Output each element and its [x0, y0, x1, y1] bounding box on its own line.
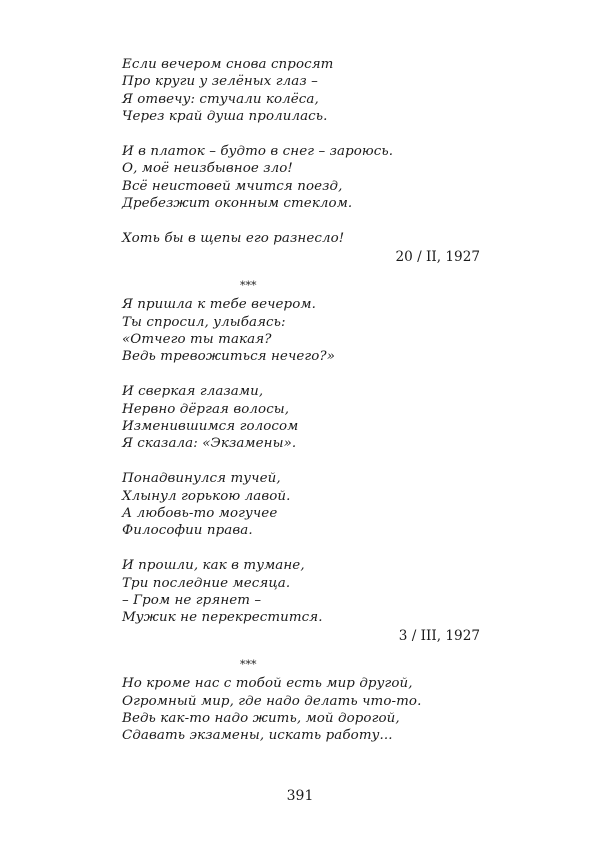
- poem2-stanza3: [122, 470, 480, 539]
- poem-line: Мужик не перекрестится.: [122, 610, 323, 626]
- poem-line: Я пришла к тебе вечером.: [122, 297, 316, 313]
- poem2-stanza4: [122, 557, 480, 626]
- section-separator: ***: [240, 658, 257, 672]
- poem-line: Изменившимся голосом: [122, 418, 299, 434]
- poem-line: Ведь тревожиться нечего?»: [122, 349, 336, 365]
- poem1-stanza1: [122, 56, 480, 125]
- poem2-stanza1: [122, 296, 480, 365]
- poem2-stanza2: [122, 383, 480, 452]
- poem-line: Через край душа пролилась.: [122, 108, 328, 124]
- poem-line: Я отвечу: стучали колёса,: [122, 91, 319, 107]
- poem1-date: 20 / II, 1927: [395, 249, 480, 266]
- poem-line: Всё неистовей мчится поезд,: [122, 178, 343, 194]
- poem-line: А любовь-то могучее: [122, 505, 278, 521]
- poem-line: Три последние месяца.: [122, 575, 291, 591]
- poem-line: И прошли, как в тумане,: [122, 558, 305, 574]
- poem-line: И в платок – будто в снег – зароюсь.: [122, 143, 394, 159]
- poem1-stanza2: [122, 143, 480, 212]
- poem-line: Про круги у зелёных глаз –: [122, 74, 318, 90]
- poem-line: Понадвинулся тучей,: [122, 471, 281, 487]
- poem-line: Хлынул горькою лавой.: [122, 488, 291, 504]
- poem-line: Ведь как-то надо жить, мой дорогой,: [122, 711, 400, 726]
- poem-line: Я сказала: «Экзамены».: [122, 436, 297, 452]
- poem1-stanza3: [122, 230, 480, 247]
- poem-line: Философии права.: [122, 523, 253, 539]
- poem-line: Если вечером снова спросят: [122, 57, 334, 72]
- poem-line: Хоть бы в щепы его разнесло!: [122, 230, 345, 246]
- poem-line: Нервно дёргая волосы,: [122, 401, 290, 417]
- page-number: 391: [286, 788, 314, 804]
- poem3-stanza1: [122, 675, 480, 744]
- poem-line: И сверкая глазами,: [122, 384, 264, 400]
- poem-line: Дребезжит оконным стеклом.: [122, 195, 353, 211]
- poem-line: Ты спросил, улыбаясь:: [122, 314, 286, 330]
- poem-line: Огромный мир, где надо делать что-то.: [122, 693, 422, 709]
- poem-line: – Гром не грянет –: [122, 592, 262, 608]
- poem-line: Сдавать экзамены, искать работу...: [122, 728, 393, 744]
- poem-line: О, моё неизбывное зло!: [122, 161, 293, 177]
- page-body: [122, 56, 480, 745]
- poem-line: Но кроме нас с тобой есть мир другой,: [122, 676, 413, 692]
- poem2-date: 3 / III, 1927: [398, 628, 480, 645]
- poem-line: «Отчего ты такая?: [122, 331, 272, 347]
- section-separator: ***: [240, 279, 257, 293]
